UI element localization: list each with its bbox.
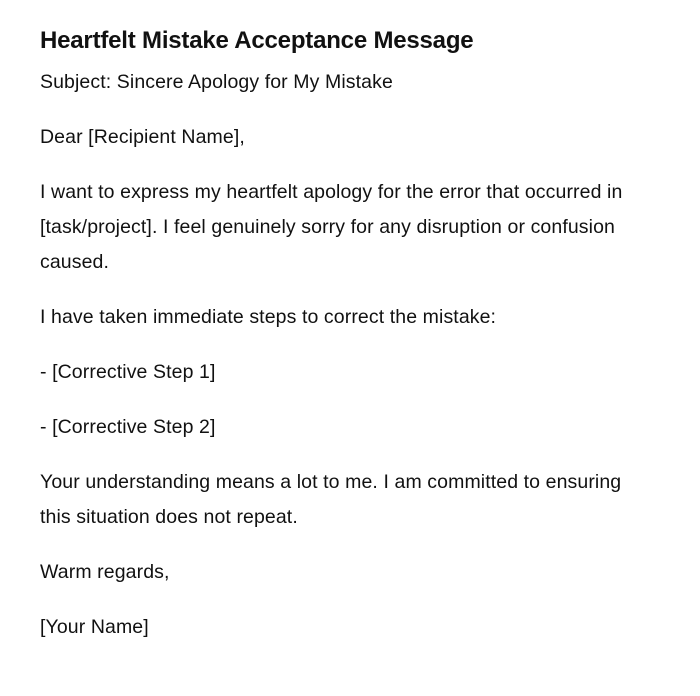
signature: [Your Name] (40, 616, 149, 638)
corrective-step-1: - [Corrective Step 1] (40, 361, 216, 383)
body-paragraph-3: Your understanding means a lot to me. I am committed to ensuring this situation does not repeat. (40, 471, 622, 528)
document-title: Heartfelt Mistake Acceptance Message (40, 27, 474, 54)
closing: Warm regards, (40, 561, 170, 583)
subject-line: Subject: Sincere Apology for My Mistake (40, 71, 393, 93)
greeting: Dear [Recipient Name], (40, 126, 245, 148)
body-paragraph-1: I want to express my heartfelt apology for the error that occurred in [task/project]. I feel genuinely sorry for any disruption or confusion caused. (40, 181, 623, 273)
corrective-step-2: - [Corrective Step 2] (40, 416, 216, 438)
body-paragraph-2: I have taken immediate steps to correct the mistake: (40, 306, 497, 328)
document (40, 24, 640, 665)
